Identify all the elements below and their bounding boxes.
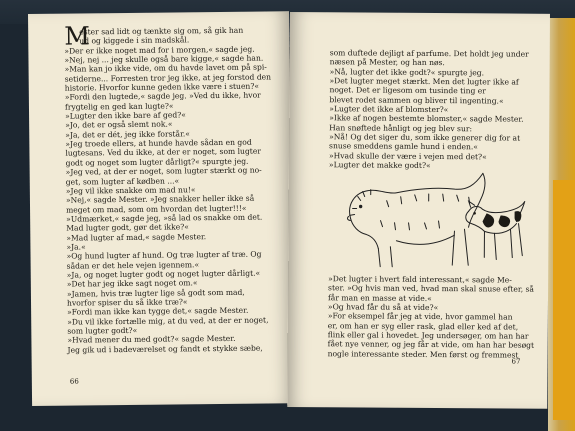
text-line: nogle interessante steder. Men først og fremmest	[327, 349, 519, 360]
text-line: »Nå, lugter det ikke godt?« spurgte jeg.	[329, 66, 485, 78]
text-line: »Og hvad får du så at vide?«	[327, 302, 439, 313]
text-line: snuse smeddens gamle hund i enden.«	[329, 141, 478, 152]
text-line: »Jeg vil ikke snakke om mad nu!«	[65, 185, 196, 196]
text-line: Han snøftede hånligt og jeg blev sur:	[329, 123, 473, 134]
text-line: ster. »Og hvis man ved, hvad man skal snuse efter, så	[328, 283, 535, 295]
text-line: lugtesans. Ved du ikke, at der er noget, som lugter	[65, 147, 262, 159]
text-line: flink eller gal i hovedet. Jeg undersøger, om han har	[327, 330, 529, 341]
text-line: frygtelig en ged kan lugte?«	[64, 101, 174, 112]
text-line: »Det lugter i hvert fald interessant,« sagde Me-	[328, 274, 512, 285]
text-line: »Og hund lugter af hund. Og træ lugter af træ. Og	[66, 249, 262, 261]
text-line: »Mad lugter af mad,« sagde Mester.	[66, 231, 207, 243]
right-page-text-top	[329, 48, 529, 171]
text-line: »Lugter det ikke af blomster?«	[329, 104, 449, 115]
text-line: som duftede dejligt af parfume. Det holdt jeg under	[329, 48, 529, 59]
text-line: »Hvad skulle der være i vejen med det?«	[328, 151, 487, 162]
text-line: sådan er det hele vejen igennem.«	[66, 259, 200, 271]
text-line: »Lugter det makke godt?«	[328, 160, 431, 171]
text-line: »For eksempel får jeg at vide, hvor gammel han	[327, 311, 513, 322]
text-line: Jeg gik ud i badeværelset og fandt et stykke sæbe,	[67, 343, 263, 355]
text-line: »Jeg ved, at der er noget, som lugter stærkt og no-	[65, 165, 262, 177]
dogs-illustration	[336, 160, 533, 271]
text-line: setiderne... Forresten tror jeg ikke, at jeg forstod den	[64, 72, 272, 84]
text-line: get, som lugter af kødben ...«	[65, 175, 180, 187]
text-line: »Jeg troede ellers, at hunde havde sådan en god	[65, 137, 252, 149]
text-line: »Det lugter meget stærkt. Men det lugter ikke af	[329, 76, 519, 87]
text-line: »Du vil ikke fortælle mig, at du ved, at der er noget,	[67, 315, 269, 327]
text-line: »Nej,« sagde Mester. »Jeg snakker heller ikke så	[65, 193, 255, 205]
text-line: »Hvad mener du med godt?« sagde Mester.	[67, 334, 236, 345]
text-line: »Det har jeg ikke sagt noget om.«	[66, 278, 198, 289]
text-line: »Jamen, hvis træ lugter lige så godt som mad,	[66, 287, 245, 299]
page-number-right: 67	[511, 357, 521, 366]
text-line: »Ja, det er dét, jeg ikke forstår.«	[65, 129, 190, 140]
text-line: »Der er ikke noget mad for i morgen,« sagde jeg.	[64, 44, 255, 56]
text-line: »Fordi den lugtede,« sagde jeg. »Ved du ikke, hvor	[64, 90, 261, 103]
text-line: »Ikke af nogen bestemte blomster,« sagde Mester.	[329, 113, 524, 125]
text-line: næsen på Mester, og han nøs.	[329, 57, 445, 68]
text-line: noget. Det er ligesom om tusinde ting er	[329, 85, 486, 96]
text-line: som lugter godt?«	[67, 325, 138, 336]
right-page-text-bottom	[328, 274, 535, 360]
text-line: ud og kiggede i sin madskål.	[79, 35, 190, 46]
text-line: er, om han er syg eller rask, glad eller ked af det,	[327, 320, 519, 332]
left-page-text	[64, 21, 274, 355]
text-line: »Jo, det er også slemt nok.«	[65, 119, 173, 131]
text-line: »Lugter den ikke bare af ged?«	[65, 110, 186, 121]
text-line: »Ja, og noget lugter godt og noget lugter dårligt.«	[66, 268, 261, 280]
text-line: meget om mad, som om hvordan det lugter!!!«	[66, 203, 247, 215]
text-line: fået nye venner, og jeg får at vide, om han har besøgt	[327, 339, 535, 351]
text-line: »Nej, nej ... jeg skulle også bare kigge,« sagde han.	[64, 53, 264, 65]
text-line: »Man kan jo ikke vide, om du havde lavet om på spi-	[64, 62, 267, 74]
text-line: ester sad lidt og tænkte sig om, så gik han	[79, 25, 244, 37]
text-line: historie. Hvorfor kunne geden ikke være i stuen?«	[64, 81, 260, 93]
text-line: »Nå! Og det siger du, som ikke generer dig for at	[329, 132, 521, 143]
left-page	[28, 11, 293, 406]
page-number-left: 66	[69, 377, 79, 386]
text-line: »Ja.«	[66, 242, 86, 252]
text-line: hvorfor spiser du så ikke træ?«	[66, 297, 188, 308]
text-line: Mad lugter godt, gør det ikke?«	[66, 222, 189, 233]
book-cover-edge	[553, 180, 575, 420]
text-line: får man en masse at vide.«	[327, 292, 432, 303]
text-line: blevet rodet sammen og bliver til ingenting.«	[329, 94, 504, 106]
text-line: »Udmærket,« sagde jeg, »så lad os snakke om det.	[66, 212, 263, 224]
right-page	[287, 12, 550, 409]
drop-cap: M	[64, 21, 90, 51]
text-line: »Fordi man ikke kan tygge det,« sagde Mester.	[67, 306, 249, 317]
text-line: godt og noget som lugter dårligt?« spurgte jeg.	[65, 156, 249, 168]
